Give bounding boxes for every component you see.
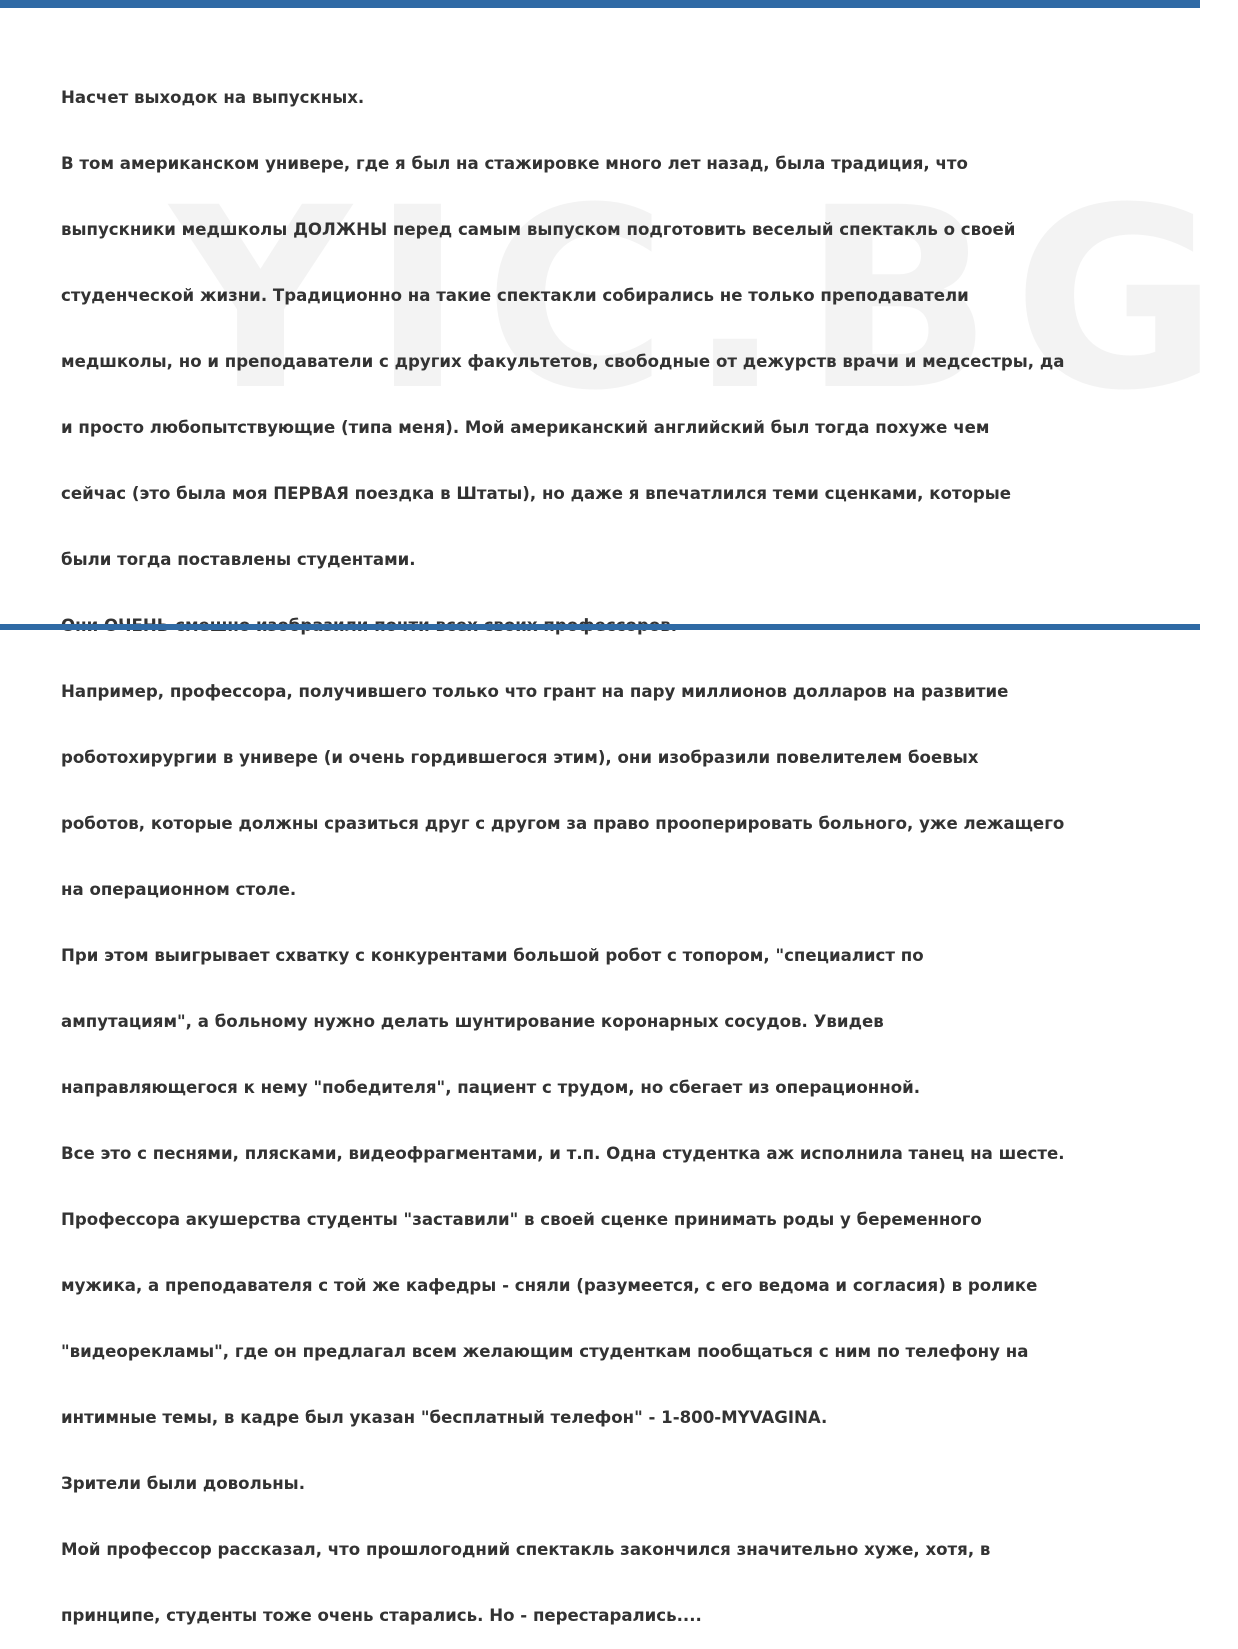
story-line: направляющегося к нему "победителя", пациент с трудом, но сбегает из операционной. — [61, 1078, 921, 1097]
story-line: В том американском универе, где я был на стажировке много лет назад, была традиция, что — [61, 154, 968, 173]
story-line: роботохирургии в универе (и очень гордившегося этим), они изобразили повелителем боевых — [61, 748, 979, 767]
story-line: При этом выигрывает схватку с конкурентами большой робот с топором, "специалист по — [61, 946, 924, 965]
story-line: были тогда поставлены студентами. — [61, 550, 416, 569]
story-line: на операционном столе. — [61, 880, 297, 899]
story-line: мужика, а преподавателя с той же кафедры - сняли (разумеется, с его ведома и согласия) в ролике — [61, 1276, 1038, 1295]
story-line: выпускники медшколы ДОЛЖНЫ перед самым выпуском подготовить веселый спектакль о своей — [61, 220, 1016, 239]
story-line: и просто любопытствующие (типа меня). Мой американский английский был тогда похуже чем — [61, 418, 990, 437]
story-line: Зрители были довольны. — [61, 1474, 305, 1493]
story-line: Например, профессора, получившего только что грант на пару миллионов долларов на развитие — [61, 682, 1009, 701]
story-line: студенческой жизни. Традиционно на такие спектакли собирались не только преподаватели — [61, 286, 969, 305]
story-line: роботов, которые должны сразиться друг с другом за право прооперировать больного, уже лежащего — [61, 814, 1065, 833]
story-line: ампутациям", а больному нужно делать шунтирование коронарных сосудов. Увидев — [61, 1012, 884, 1031]
story-line: принципе, студенты тоже очень старались. Но - перестарались.... — [61, 1606, 702, 1625]
story-line: "видеорекламы", где он предлагал всем желающим студенткам пообщаться с ним по телефону на — [61, 1342, 1029, 1361]
story-line: Профессора акушерства студенты "заставили" в своей сценке принимать роды у беременного — [61, 1210, 982, 1229]
top-accent-bar — [0, 0, 1200, 8]
story-line: интимные темы, в кадре был указан "бесплатный телефон" - 1-800-MYVAGINA. — [61, 1408, 828, 1427]
story-line: Все это с песнями, плясками, видеофрагментами, и т.п. Одна студентка аж исполнила танец на шесте. — [61, 1144, 1065, 1163]
story-line: сейчас (это была моя ПЕРВАЯ поездка в Штаты), но даже я впечатлился теми сценками, которые — [61, 484, 1012, 503]
story-text — [61, 43, 1171, 1649]
story-line: Насчет выходок на выпускных. — [61, 88, 365, 107]
story-line: Мой профессор рассказал, что прошлогодний спектакль закончился значительно хуже, хотя, в — [61, 1540, 991, 1559]
bottom-accent-bar — [0, 624, 1200, 630]
story-line: медшколы, но и преподаватели с других факультетов, свободные от дежурств врачи и медсестры, да — [61, 352, 1065, 371]
